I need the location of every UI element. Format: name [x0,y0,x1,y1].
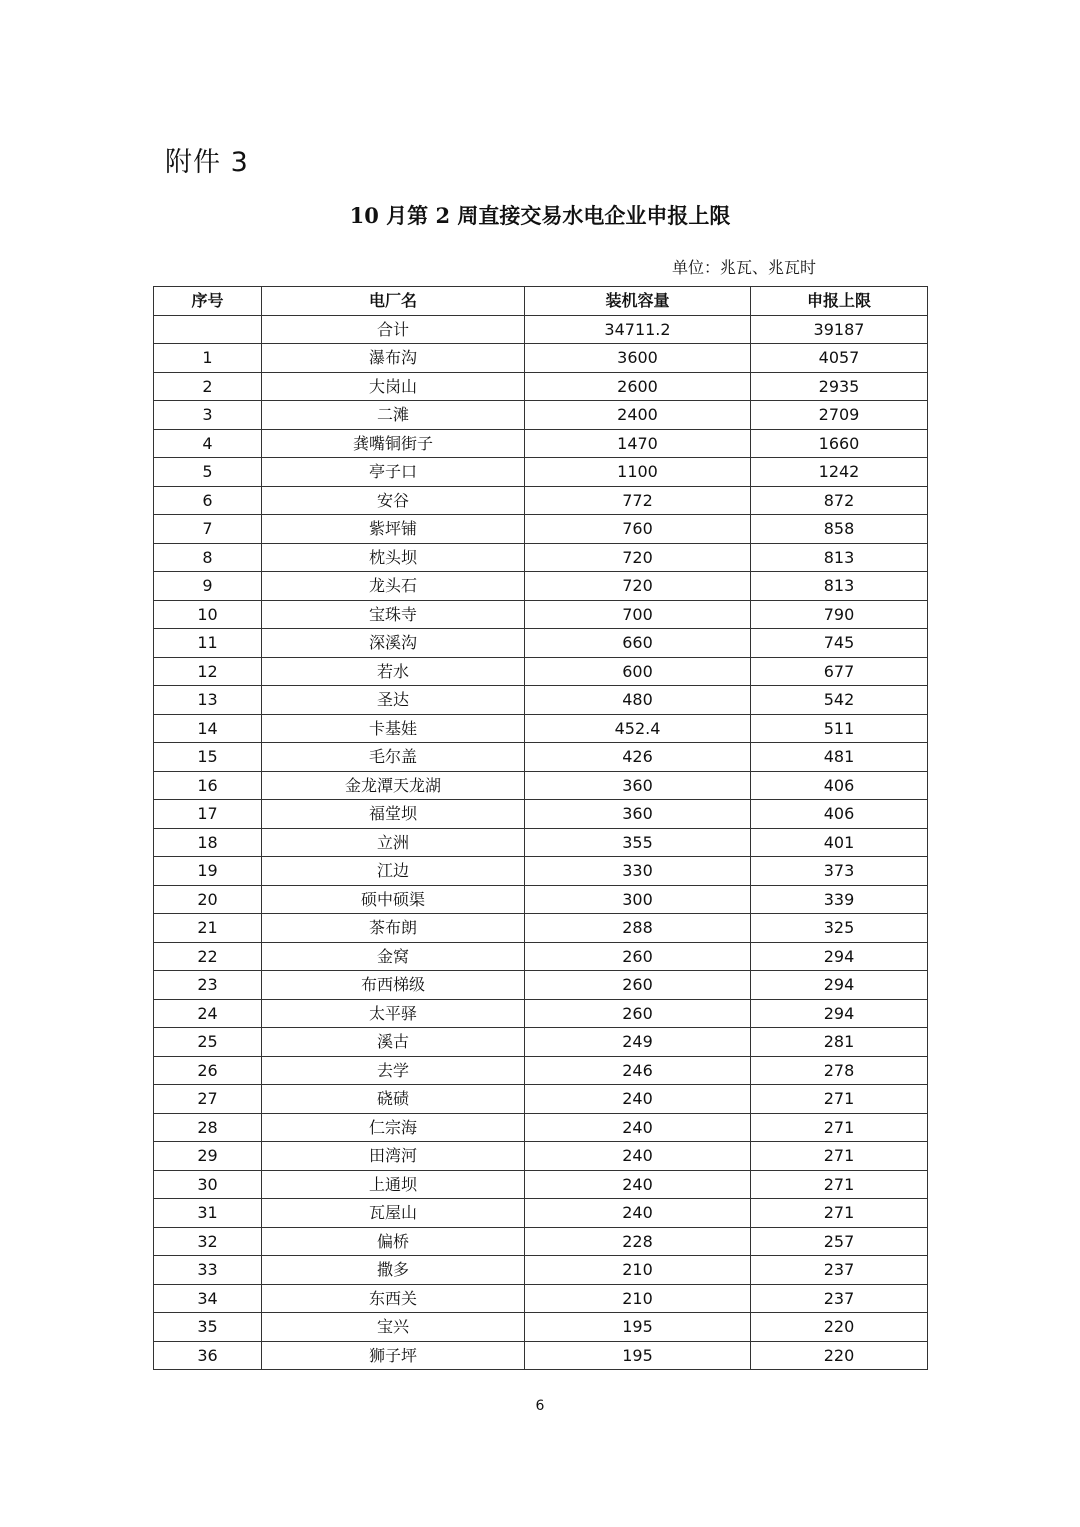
cell-plant-name: 田湾河 [262,1142,525,1171]
cell-capacity: 240 [525,1199,751,1228]
cell-capacity: 2400 [525,401,751,430]
cell-capacity: 660 [525,629,751,658]
cell-capacity: 288 [525,914,751,943]
cell-no: 32 [154,1227,262,1256]
cell-capacity: 720 [525,543,751,572]
cell-limit: 281 [751,1028,928,1057]
total-capacity: 34711.2 [525,315,751,344]
cell-limit: 271 [751,1199,928,1228]
cell-capacity: 452.4 [525,714,751,743]
cell-plant-name: 龚嘴铜街子 [262,429,525,458]
table-row [154,686,928,715]
cell-limit: 813 [751,572,928,601]
cell-capacity: 260 [525,999,751,1028]
cell-no: 5 [154,458,262,487]
cell-limit: 271 [751,1085,928,1114]
cell-limit: 271 [751,1142,928,1171]
cell-plant-name: 去学 [262,1056,525,1085]
total-limit: 39187 [751,315,928,344]
page-number: 6 [535,1398,545,1414]
cell-limit: 745 [751,629,928,658]
cell-limit: 271 [751,1170,928,1199]
cell-capacity: 700 [525,600,751,629]
cell-no: 1 [154,344,262,373]
cell-limit: 813 [751,543,928,572]
cell-plant-name: 上通坝 [262,1170,525,1199]
cell-no: 19 [154,857,262,886]
cell-plant-name: 宝兴 [262,1313,525,1342]
cell-no: 4 [154,429,262,458]
cell-limit: 220 [751,1341,928,1370]
table-row [154,458,928,487]
cell-no: 16 [154,771,262,800]
cell-limit: 325 [751,914,928,943]
table-row [154,1313,928,1342]
cell-capacity: 240 [525,1113,751,1142]
cell-limit: 401 [751,828,928,857]
cell-no: 33 [154,1256,262,1285]
cell-capacity: 240 [525,1170,751,1199]
report-table [153,286,928,1370]
cell-capacity: 426 [525,743,751,772]
cell-limit: 2935 [751,372,928,401]
cell-capacity: 228 [525,1227,751,1256]
cell-no: 17 [154,800,262,829]
cell-plant-name: 卡基娃 [262,714,525,743]
table-row [154,914,928,943]
cell-capacity: 210 [525,1284,751,1313]
cell-plant-name: 茶布朗 [262,914,525,943]
table-row [154,942,928,971]
cell-limit: 2709 [751,401,928,430]
cell-plant-name: 太平驿 [262,999,525,1028]
table-row [154,629,928,658]
table-row [154,1113,928,1142]
cell-limit: 339 [751,885,928,914]
cell-no: 21 [154,914,262,943]
cell-limit: 294 [751,971,928,1000]
cell-limit: 790 [751,600,928,629]
cell-no: 35 [154,1313,262,1342]
cell-no: 28 [154,1113,262,1142]
cell-no: 25 [154,1028,262,1057]
cell-capacity: 249 [525,1028,751,1057]
cell-plant-name: 深溪沟 [262,629,525,658]
cell-limit: 294 [751,999,928,1028]
table-row [154,1085,928,1114]
cell-plant-name: 东西关 [262,1284,525,1313]
cell-no: 13 [154,686,262,715]
cell-no: 31 [154,1199,262,1228]
cell-no: 34 [154,1284,262,1313]
cell-capacity: 355 [525,828,751,857]
cell-capacity: 1470 [525,429,751,458]
table-row [154,1256,928,1285]
cell-capacity: 246 [525,1056,751,1085]
cell-plant-name: 狮子坪 [262,1341,525,1370]
cell-limit: 4057 [751,344,928,373]
cell-capacity: 195 [525,1341,751,1370]
table-row [154,999,928,1028]
cell-plant-name: 江边 [262,857,525,886]
table-row [154,657,928,686]
document-title: 10 月第 2 周直接交易水电企业申报上限 [349,203,731,228]
cell-plant-name: 宝珠寺 [262,600,525,629]
cell-limit: 511 [751,714,928,743]
cell-limit: 271 [751,1113,928,1142]
table-row [154,1056,928,1085]
table-row [154,1341,928,1370]
table-row [154,828,928,857]
table-row [154,486,928,515]
cell-plant-name: 金窝 [262,942,525,971]
cell-capacity: 195 [525,1313,751,1342]
table-row [154,344,928,373]
cell-limit: 406 [751,800,928,829]
cell-limit: 406 [751,771,928,800]
cell-plant-name: 毛尔盖 [262,743,525,772]
cell-capacity: 260 [525,942,751,971]
cell-plant-name: 偏桥 [262,1227,525,1256]
cell-plant-name: 硕中硕渠 [262,885,525,914]
total-no [154,315,262,344]
cell-plant-name: 圣达 [262,686,525,715]
unit-note: 单位：兆瓦、兆瓦时 [672,258,817,277]
cell-plant-name: 布西梯级 [262,971,525,1000]
cell-limit: 373 [751,857,928,886]
cell-limit: 1660 [751,429,928,458]
cell-no: 18 [154,828,262,857]
cell-plant-name: 撒多 [262,1256,525,1285]
table-row [154,857,928,886]
table-row [154,714,928,743]
table-row [154,429,928,458]
header-capacity: 装机容量 [525,287,751,316]
cell-plant-name: 紫坪铺 [262,515,525,544]
cell-no: 24 [154,999,262,1028]
cell-no: 9 [154,572,262,601]
cell-plant-name: 安谷 [262,486,525,515]
cell-capacity: 1100 [525,458,751,487]
cell-plant-name: 亭子口 [262,458,525,487]
cell-capacity: 3600 [525,344,751,373]
cell-no: 29 [154,1142,262,1171]
cell-plant-name: 龙头石 [262,572,525,601]
cell-capacity: 772 [525,486,751,515]
cell-limit: 220 [751,1313,928,1342]
cell-limit: 294 [751,942,928,971]
cell-capacity: 260 [525,971,751,1000]
cell-limit: 542 [751,686,928,715]
table-row [154,1227,928,1256]
cell-capacity: 240 [525,1142,751,1171]
cell-limit: 237 [751,1284,928,1313]
cell-no: 27 [154,1085,262,1114]
cell-plant-name: 硗碛 [262,1085,525,1114]
cell-capacity: 300 [525,885,751,914]
table-row [154,771,928,800]
cell-plant-name: 立洲 [262,828,525,857]
cell-plant-name: 若水 [262,657,525,686]
cell-no: 2 [154,372,262,401]
cell-capacity: 240 [525,1085,751,1114]
cell-no: 7 [154,515,262,544]
table-header-row [154,287,928,316]
cell-capacity: 330 [525,857,751,886]
cell-no: 22 [154,942,262,971]
cell-plant-name: 仁宗海 [262,1113,525,1142]
cell-limit: 481 [751,743,928,772]
cell-capacity: 360 [525,800,751,829]
cell-limit: 1242 [751,458,928,487]
cell-capacity: 720 [525,572,751,601]
cell-no: 20 [154,885,262,914]
cell-no: 36 [154,1341,262,1370]
cell-capacity: 600 [525,657,751,686]
table-row [154,372,928,401]
cell-limit: 872 [751,486,928,515]
total-row [154,315,928,344]
cell-capacity: 760 [525,515,751,544]
table-row [154,1199,928,1228]
table-row [154,543,928,572]
table-row [154,515,928,544]
cell-plant-name: 二滩 [262,401,525,430]
table-row [154,1142,928,1171]
table-row [154,800,928,829]
cell-capacity: 210 [525,1256,751,1285]
cell-limit: 278 [751,1056,928,1085]
table-row [154,1170,928,1199]
cell-no: 11 [154,629,262,658]
cell-limit: 237 [751,1256,928,1285]
cell-limit: 858 [751,515,928,544]
cell-limit: 257 [751,1227,928,1256]
cell-no: 15 [154,743,262,772]
cell-plant-name: 金龙潭天龙湖 [262,771,525,800]
table-row [154,401,928,430]
cell-no: 30 [154,1170,262,1199]
header-plant-name: 电厂名 [262,287,525,316]
cell-plant-name: 福堂坝 [262,800,525,829]
table-row [154,600,928,629]
total-label: 合计 [262,315,525,344]
cell-plant-name: 枕头坝 [262,543,525,572]
cell-no: 8 [154,543,262,572]
table-row [154,743,928,772]
table-row [154,885,928,914]
cell-no: 6 [154,486,262,515]
header-no: 序号 [154,287,262,316]
table-row [154,1028,928,1057]
cell-capacity: 2600 [525,372,751,401]
cell-limit: 677 [751,657,928,686]
cell-plant-name: 大岗山 [262,372,525,401]
table-row [154,572,928,601]
attachment-label: 附件 3 [165,147,249,178]
table-row [154,1284,928,1313]
cell-capacity: 360 [525,771,751,800]
cell-no: 26 [154,1056,262,1085]
cell-no: 12 [154,657,262,686]
header-limit: 申报上限 [751,287,928,316]
cell-no: 10 [154,600,262,629]
table-row [154,971,928,1000]
cell-no: 14 [154,714,262,743]
cell-plant-name: 瀑布沟 [262,344,525,373]
cell-no: 23 [154,971,262,1000]
cell-plant-name: 瓦屋山 [262,1199,525,1228]
cell-capacity: 480 [525,686,751,715]
cell-no: 3 [154,401,262,430]
cell-plant-name: 溪古 [262,1028,525,1057]
